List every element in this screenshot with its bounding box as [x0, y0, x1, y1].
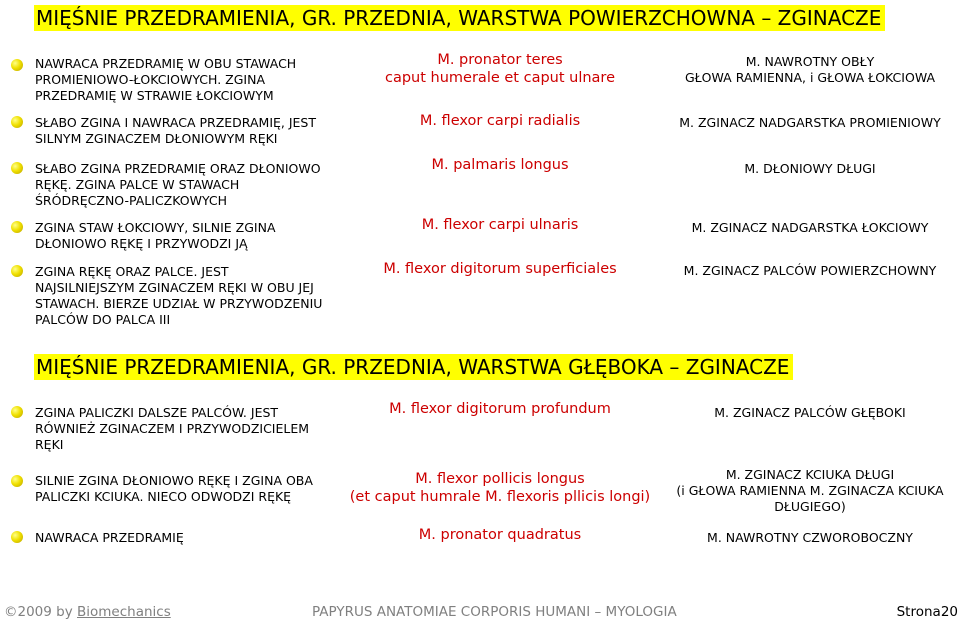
bullet-icon — [11, 265, 23, 277]
page-indicator — [897, 602, 958, 622]
page-label: Strona — [896, 604, 941, 620]
muscle-polish-name: M. ZGINACZ KCIUKA DŁUGI (i GŁOWA RAMIENNA M. ZGINACZA KCIUKA DŁUGIEGO) — [676, 467, 944, 514]
muscle-latin-name: M. flexor pollicis longus (et caput humrale M. flexoris pllicis longi) — [349, 471, 651, 505]
bullet-icon — [11, 116, 23, 128]
muscle-function: SŁABO ZGINA I NAWRACA PRZEDRAMIĘ, JEST SILNYM ZGINACZEM DŁONIOWYM RĘKI — [35, 115, 316, 146]
muscle-function: NAWRACA PRZEDRAMIĘ — [35, 530, 184, 545]
bullet-icon — [11, 59, 23, 71]
muscle-latin-name: M. pronator teres caput humerale et caput ulnare — [385, 52, 615, 86]
copyright-text: ©2009 by — [4, 604, 77, 620]
author-link[interactable]: Biomechanics — [77, 604, 171, 620]
muscle-latin-name: M. pronator quadratus — [418, 527, 582, 543]
footer-copyright — [4, 602, 171, 622]
bullet-icon — [11, 162, 23, 174]
muscle-polish-name: M. ZGINACZ PALCÓW GŁĘBOKI — [714, 405, 906, 420]
muscle-latin-name: M. flexor digitorum superficiales — [383, 261, 617, 277]
muscle-function: ZGINA PALICZKI DALSZE PALCÓW. JEST RÓWNIEŻ ZGINACZEM I PRZYWODZICIELEM RĘKI — [35, 405, 310, 452]
muscle-latin-name: M. palmaris longus — [431, 157, 569, 173]
muscle-polish-name: M. DŁONIOWY DŁUGI — [744, 161, 876, 176]
muscle-latin-name: M. flexor digitorum profundum — [389, 401, 611, 417]
bullet-icon — [11, 406, 23, 418]
muscle-polish-name: M. NAWROTNY CZWOROBOCZNY — [707, 530, 913, 545]
muscle-function: NAWRACA PRZEDRAMIĘ W OBU STAWACH PROMIENIOWO-ŁOKCIOWYCH. ZGINA PRZEDRAMIĘ W STRAWIE ŁOKCIOWYM — [35, 56, 297, 103]
muscle-function: ZGINA STAW ŁOKCIOWY, SILNIE ZGINA DŁONIOWO RĘKĘ I PRZYWODZI JĄ — [35, 220, 276, 251]
page-number: 20 — [940, 604, 958, 620]
muscle-polish-name: M. ZGINACZ NADGARSTKA PROMIENIOWY — [679, 115, 941, 130]
section-title-superficial: MIĘŚNIE PRZEDRAMIENIA, GR. PRZEDNIA, WARSTWA POWIERZCHOWNA – ZGINACZE — [34, 5, 885, 31]
muscle-function: SILNIE ZGINA DŁONIOWO RĘKĘ I ZGINA OBA PALICZKI KCIUKA. NIECO ODWODZI RĘKĘ — [35, 473, 313, 504]
muscle-polish-name: M. ZGINACZ NADGARSTKA ŁOKCIOWY — [691, 220, 929, 235]
bullet-icon — [11, 221, 23, 233]
muscle-function: ZGINA RĘKĘ ORAZ PALCE. JEST NAJSILNIEJSZYM ZGINACZEM RĘKI W OBU JEJ STAWACH. BIERZE UDZIAŁ W PRZYWODZENIU PALCÓW DO PALCA III — [35, 264, 323, 327]
muscle-function: SŁABO ZGINA PRZEDRAMIĘ ORAZ DŁONIOWO RĘKĘ. ZGINA PALCE W STAWACH ŚRÓDRĘCZNO-PALICZKOWYCH — [35, 161, 321, 208]
muscle-latin-name: M. flexor carpi ulnaris — [421, 217, 579, 233]
muscle-polish-name: M. ZGINACZ PALCÓW POWIERZCHOWNY — [683, 263, 937, 278]
bullet-icon — [11, 531, 23, 543]
bullet-icon — [11, 475, 23, 487]
muscle-polish-name: M. NAWROTNY OBŁY GŁOWA RAMIENNA, i GŁOWA ŁOKCIOWA — [684, 54, 936, 85]
footer-title: PAPYRUS ANATOMIAE CORPORIS HUMANI – MYOLOGIA — [312, 604, 677, 620]
footer — [0, 602, 960, 622]
section-title-deep: MIĘŚNIE PRZEDRAMIENIA, GR. PRZEDNIA, WARSTWA GŁĘBOKA – ZGINACZE — [34, 354, 793, 380]
muscle-latin-name: M. flexor carpi radialis — [419, 113, 581, 129]
